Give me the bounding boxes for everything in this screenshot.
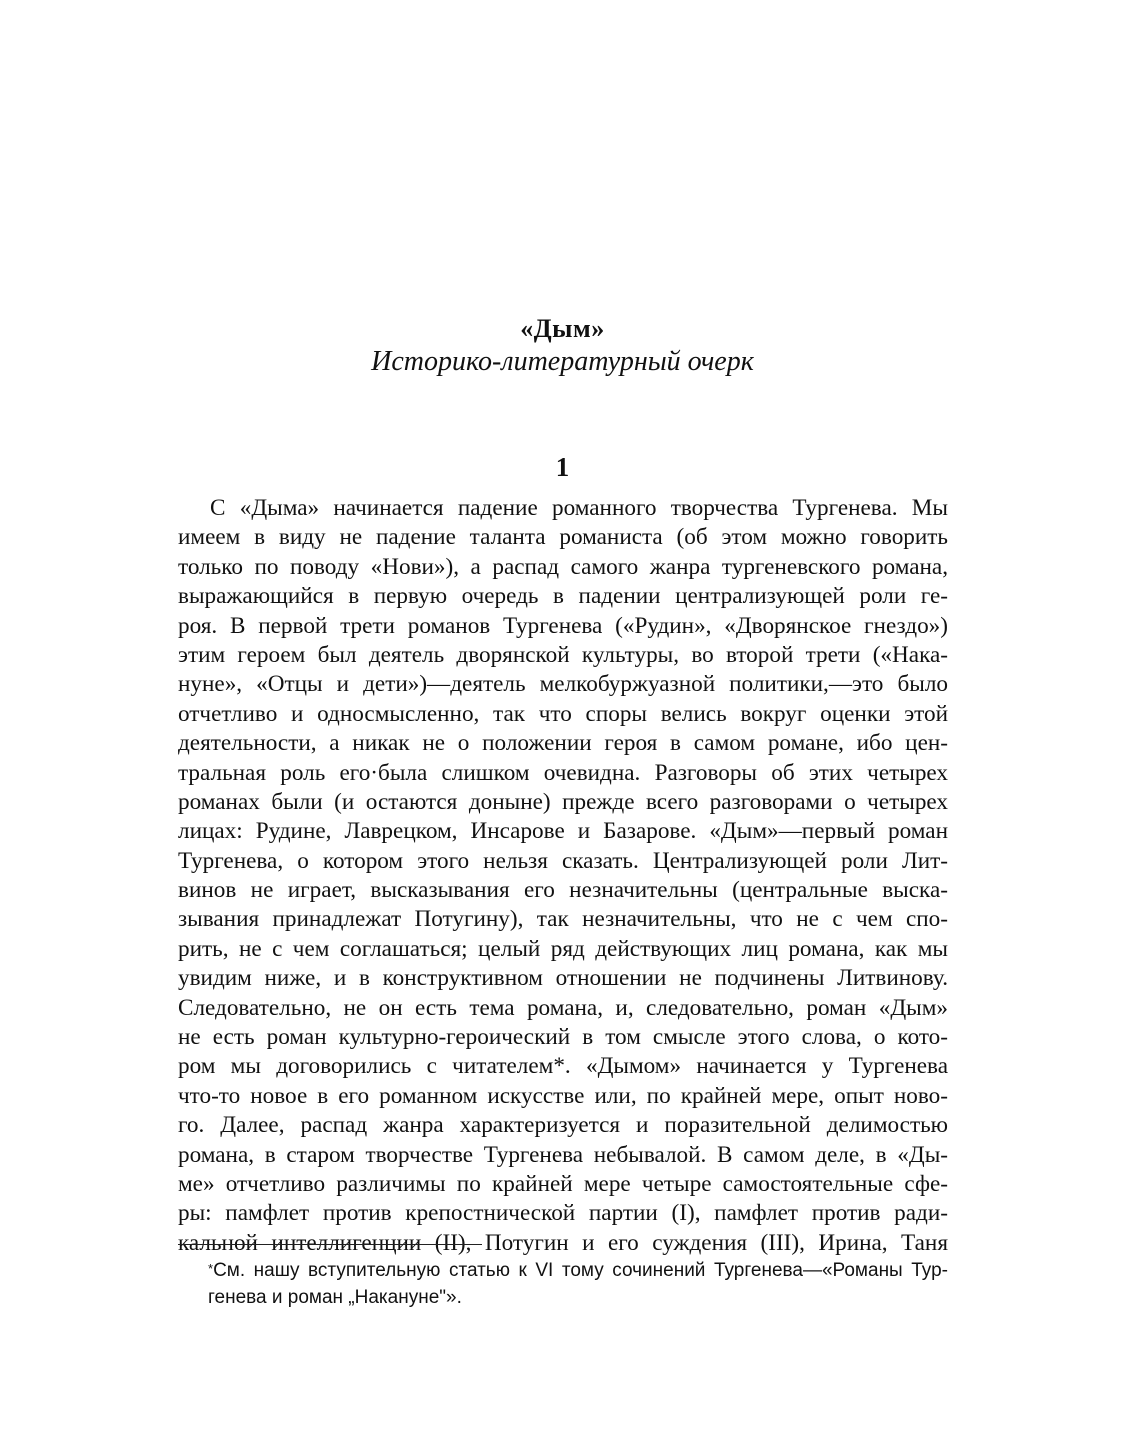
text-line: ром мы договорились с читателем*. «Дымом» начинается у Тургенева xyxy=(178,1053,948,1080)
text-line: ме» отчетливо различимы по крайней мере четыре самостоятельные сфе- xyxy=(178,1170,948,1197)
text-line: отчетливо и односмысленно, так что споры велись вокруг оценки этой xyxy=(178,700,948,727)
text-line: ры: памфлет против крепостнической партии (I), памфлет против ради- xyxy=(178,1200,948,1227)
footnote-divider xyxy=(178,1244,482,1245)
footnote-line xyxy=(208,1257,948,1284)
text-line: увидим ниже, и в конструктивном отношении не подчинены Литвинову. xyxy=(178,965,948,992)
text-line: винов не играет, высказывания его незначительны (центральные выска- xyxy=(178,877,948,904)
text-line: Следовательно, не он есть тема романа, и, следовательно, роман «Дым» xyxy=(178,994,948,1021)
body-text xyxy=(178,494,948,1258)
footnote-line: генева и роман „Накануне"». xyxy=(208,1287,462,1308)
section-number: 1 xyxy=(555,452,570,482)
text-line: зывания принадлежат Потугину), так незначительны, что не с чем спо- xyxy=(178,906,948,933)
text-line: тральная роль его·была слишком очевидна. Разговоры об этих четырех xyxy=(178,759,948,786)
text-line: нуне», «Отцы и дети»)—деятель мелкобуржуазной политики,—это было xyxy=(178,671,948,698)
text-line: роя. В первой трети романов Тургенева («Рудин», «Дворянское гнездо») xyxy=(178,612,948,639)
text-line: что-то новое в его романном искусстве или, по крайней мере, опыт ново- xyxy=(178,1082,948,1109)
text-line: кальной интеллигенции (II), Потугин и его суждения (III), Ирина, Таня xyxy=(178,1229,948,1256)
text-line: имеем в виду не падение таланта романиста (об этом можно говорить xyxy=(178,524,948,551)
footnote-mark: * xyxy=(208,1261,214,1276)
text-line: С «Дыма» начинается падение романного творчества Тургенева. Мы xyxy=(210,495,948,521)
footnote-text: См. нашу вступительную статью к VI тому сочинений Тургенева—«Романы Тур- xyxy=(213,1260,948,1281)
text-line: выражающийся в первую очередь в падении централизующей роли ге- xyxy=(178,583,948,610)
page-title: «Дым» xyxy=(520,314,605,343)
text-line: романа, в старом творчестве Тургенева небывалой. В самом деле, в «Ды- xyxy=(178,1141,948,1168)
text-line: деятельности, а никак не о положении героя в самом романе, ибо цен- xyxy=(178,730,948,757)
text-line: этим героем был деятель дворянской культуры, во второй трети («Нака- xyxy=(178,641,948,668)
text-line: не есть роман культурно-героический в том смысле этого слова, о кото- xyxy=(178,1024,948,1051)
footnote xyxy=(208,1257,948,1311)
text-line: только по поводу «Нови»), а распад самого жанра тургеневского романа, xyxy=(178,553,948,580)
text-line: рить, не с чем соглашаться; целый ряд действующих лиц романа, как мы xyxy=(178,935,948,962)
text-line: лицах: Рудине, Лаврецком, Инсарове и Базарове. «Дым»—первый роман xyxy=(178,818,948,845)
text-line: го. Далее, распад жанра характеризуется и поразительной делимостью xyxy=(178,1112,948,1139)
text-line: Тургенева, о котором этого нельзя сказать. Централизующей роли Лит- xyxy=(178,847,948,874)
text-line: романах были (и остаются доныне) прежде всего разговорами о четырех xyxy=(178,788,948,815)
page-subtitle: Историко-литературный очерк xyxy=(371,346,754,377)
